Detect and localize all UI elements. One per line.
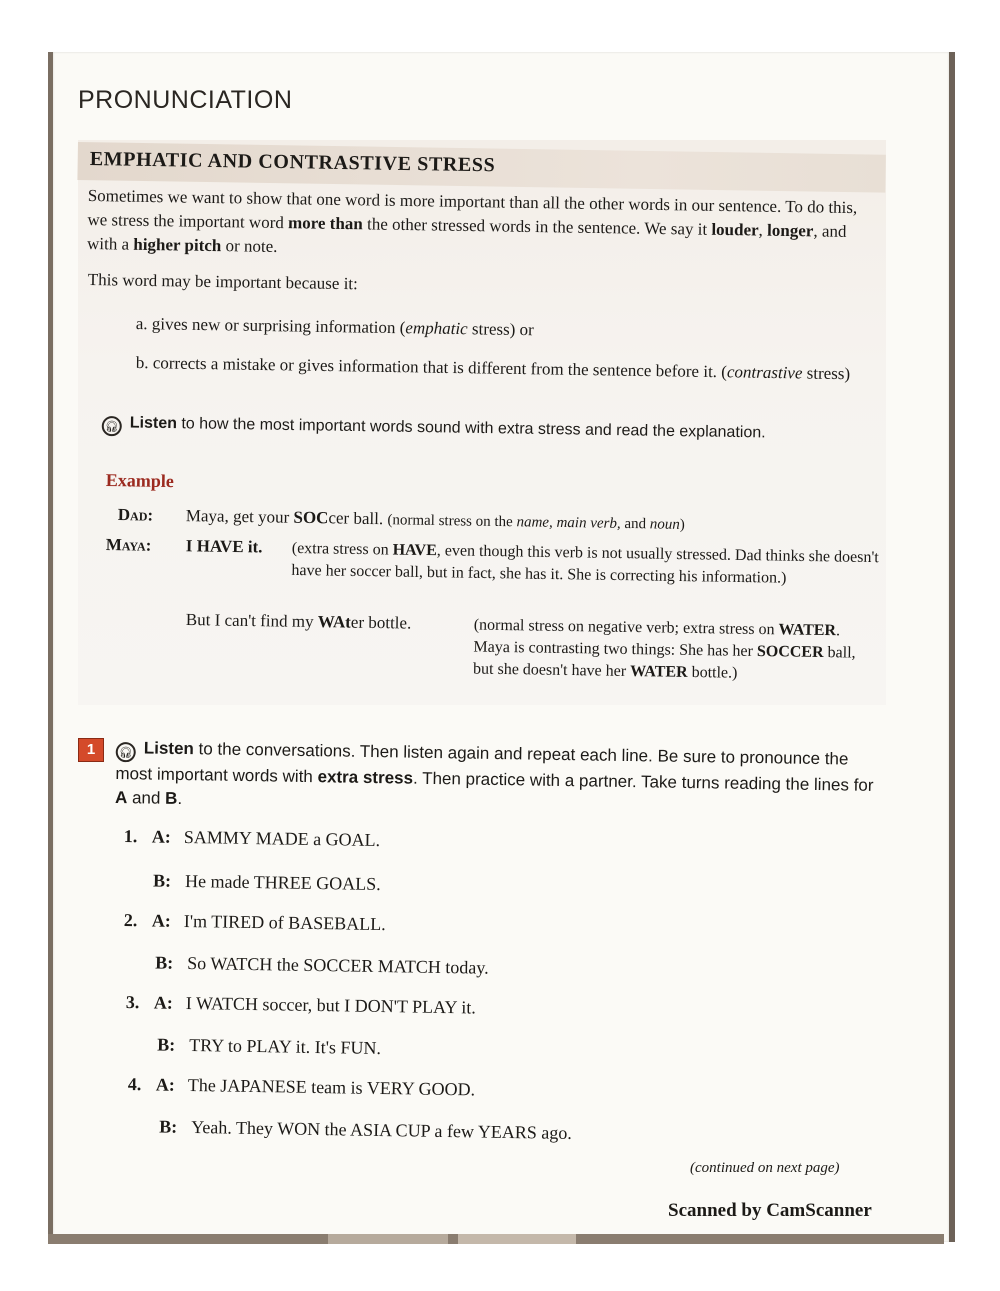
line-a: I'm TIRED of BASEBALL. [183,910,386,935]
utterance-text: Maya, get your [185,506,294,527]
exercise-number-badge: 1 [78,738,104,762]
bottle-stress-note [473,615,874,687]
conversation-number: 2. [123,910,138,931]
utterance-text: er bottle. [350,612,412,633]
scan-edge-tab [458,1234,576,1244]
line-b: So WATCH the SOCCER MATCH today. [187,953,489,978]
line-b: He made THREE GOALS. [184,870,381,895]
intro-bold-higher-pitch: higher pitch [133,234,222,256]
continued-note: (continued on next page) [690,1160,840,1176]
list-item-text: gives new or surprising information ( [151,314,406,338]
speaker-b: B: [155,952,174,973]
line-b: Yeah. They WON the ASIA CUP a few YEARS ago. [191,1117,572,1143]
intro-paragraph [87,184,878,268]
speaker-maya: Maya: [105,535,152,555]
conversation-number: 1. [123,826,138,847]
stress-note: (normal stress on the [387,512,517,531]
speaker-b: B: [152,870,172,891]
speaker-a: A: [151,910,171,931]
stress-note: . Maya is contrasting two things: She has her [473,622,841,660]
intro-bold-longer: longer [766,220,814,241]
intro-text: Sometimes we want to show that one word is more important than all the other words in our sentence. To do this, we stress the important word [87,185,858,233]
scan-bottom-edge [48,1234,944,1244]
instruction-text: and [127,788,166,808]
instruction-text: to the conversations. Then listen again and repeat each line. Be sure to pronounce the most important words with [115,739,849,787]
lead-sentence: This word may be important because it: [87,269,358,294]
list-item-text: stress) or [467,319,534,340]
listen-text: to how the most important words sound with extra stress and read the explanation. [176,415,766,442]
line-a: I WATCH soccer, but I DON'T PLAY it. [185,992,476,1018]
bottle-utterance [186,610,412,634]
stress-note: bottle.) [687,663,738,682]
line-b: TRY to PLAY it. It's FUN. [189,1035,382,1059]
stressed-syllable: SOC [293,507,329,528]
conversation-4 [127,1074,748,1174]
stress-note-bold: HAVE [392,541,437,560]
utterance-text: cer ball. [328,508,388,529]
conversation-number: 3. [125,992,140,1013]
maya-utterance: I HAVE it. [185,536,263,557]
speaker-dad: Dad: [117,505,154,525]
intro-text: , and with a [86,221,847,254]
instruction-text: . Then practice with a partner. Take turns reading the lines for [412,768,874,795]
stress-note-bold: SOCCER [756,642,824,662]
stress-note: ball, but she doesn't have her [472,644,856,680]
maya-stress-note [291,538,882,591]
instruction-bold: Listen [143,738,195,759]
speaker-b: B: [157,1034,176,1055]
exercise-instructions [115,736,886,822]
line-a: The JAPANESE team is VERY GOOD. [187,1074,476,1100]
intro-text: or note. [221,236,278,256]
speaker-b: B: [159,1116,178,1137]
speaker-a: A: [155,1074,175,1095]
stress-note: (extra stress on [291,539,393,559]
stress-note: and [620,515,650,533]
stress-note: (normal stress on negative verb; extra stress on [473,616,779,639]
stressed-syllable: WAt [317,612,352,632]
example-label: Example [105,470,175,492]
stress-note-emphasis: noun [649,516,680,533]
list-item-label: a. [135,313,148,334]
speaker-a: A: [151,826,171,847]
list-item-label: b. [135,352,149,373]
stress-note: , even though this verb is not usually stressed. Dad thinks she doesn't have her soccer ball, but in fact, she has it. She is correcting his information.) [291,542,879,587]
utterance-text: But I can't find my [185,610,318,632]
intro-text: the other stressed words in the sentence. We say it [362,214,712,239]
list-item-emphasis: emphatic [405,318,468,339]
line-a: SAMMY MADE a GOAL. [183,826,381,851]
instruction-bold: extra stress [317,767,414,788]
scanner-watermark: Scanned by CamScanner [668,1200,872,1221]
instruction-text: . [177,788,183,809]
instruction-bold: A [114,787,128,808]
stress-note: ) [679,516,685,533]
headphones-icon[interactable]: 🎧︎ [102,416,122,436]
list-item-emphasis: contrastive [726,362,803,383]
list-item-text: stress) [802,363,851,384]
headphones-icon[interactable]: 🎧︎ [116,742,136,762]
stress-note-bold: WATER [630,662,688,681]
list-item-text: corrects a mistake or gives information that is different from the sentence before it. ( [152,353,728,382]
conversation-number: 4. [127,1074,142,1095]
stress-note-bold: WATER [778,621,837,640]
intro-bold-louder: louder [711,219,759,240]
instruction-bold: B [164,788,178,808]
page-title: PRONUNCIATION [78,86,293,114]
section-heading: EMPHATIC AND CONTRASTIVE STRESS [89,148,496,177]
intro-text: , [758,220,768,240]
speaker-a: A: [153,992,173,1013]
intro-bold-more-than: more than [287,213,363,234]
listen-bold: Listen [129,414,178,433]
stress-note-emphasis: name, main verb, [516,514,621,532]
scan-edge-tab [328,1234,448,1244]
